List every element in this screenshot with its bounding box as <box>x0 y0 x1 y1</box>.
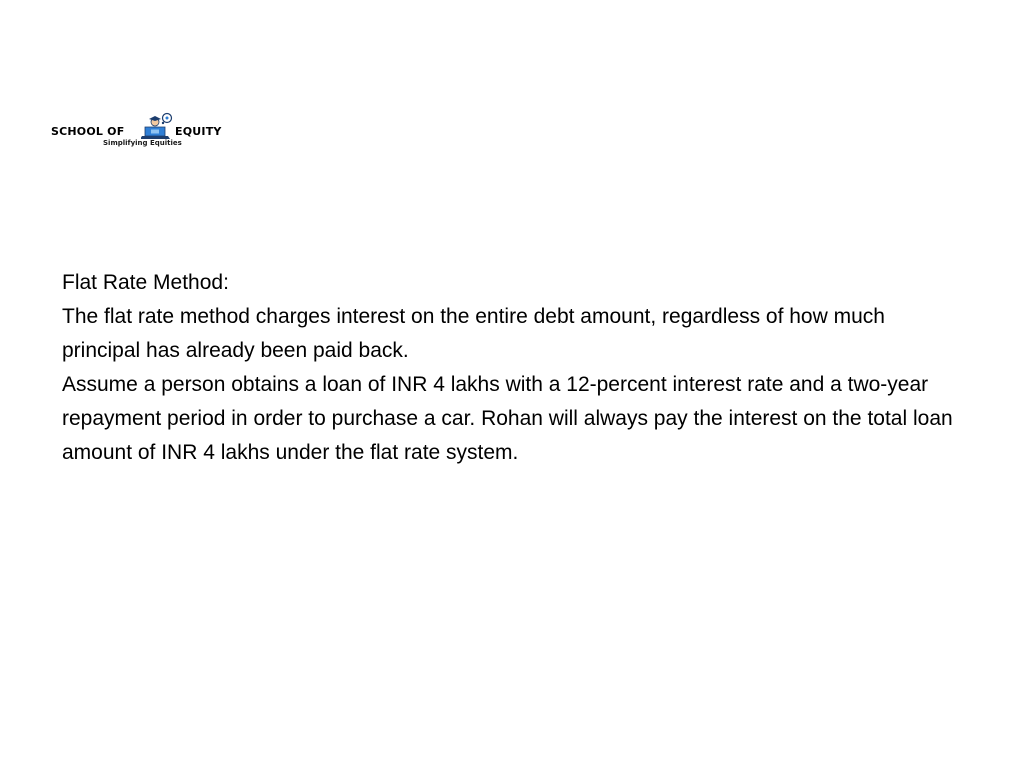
school-of-equity-logo <box>50 112 234 152</box>
section-heading: Flat Rate Method: <box>62 271 229 294</box>
slide-body <box>62 266 962 470</box>
student-at-laptop-icon <box>141 112 175 140</box>
definition-paragraph: The flat rate method charges interest on the entire debt amount, regardless of how much principal has already been paid back. <box>62 305 885 362</box>
logo-right-text: EQUITY <box>175 125 222 138</box>
logo-tagline: Simplifying Equities <box>103 139 182 147</box>
logo-left-text: SCHOOL OF <box>51 125 125 138</box>
example-paragraph: Assume a person obtains a loan of INR 4 lakhs with a 12-percent interest rate and a two-year repayment period in order to purchase a car. Rohan will always pay the interest on the total loan amount of INR 4 lakhs under the flat rate system. <box>62 373 953 464</box>
